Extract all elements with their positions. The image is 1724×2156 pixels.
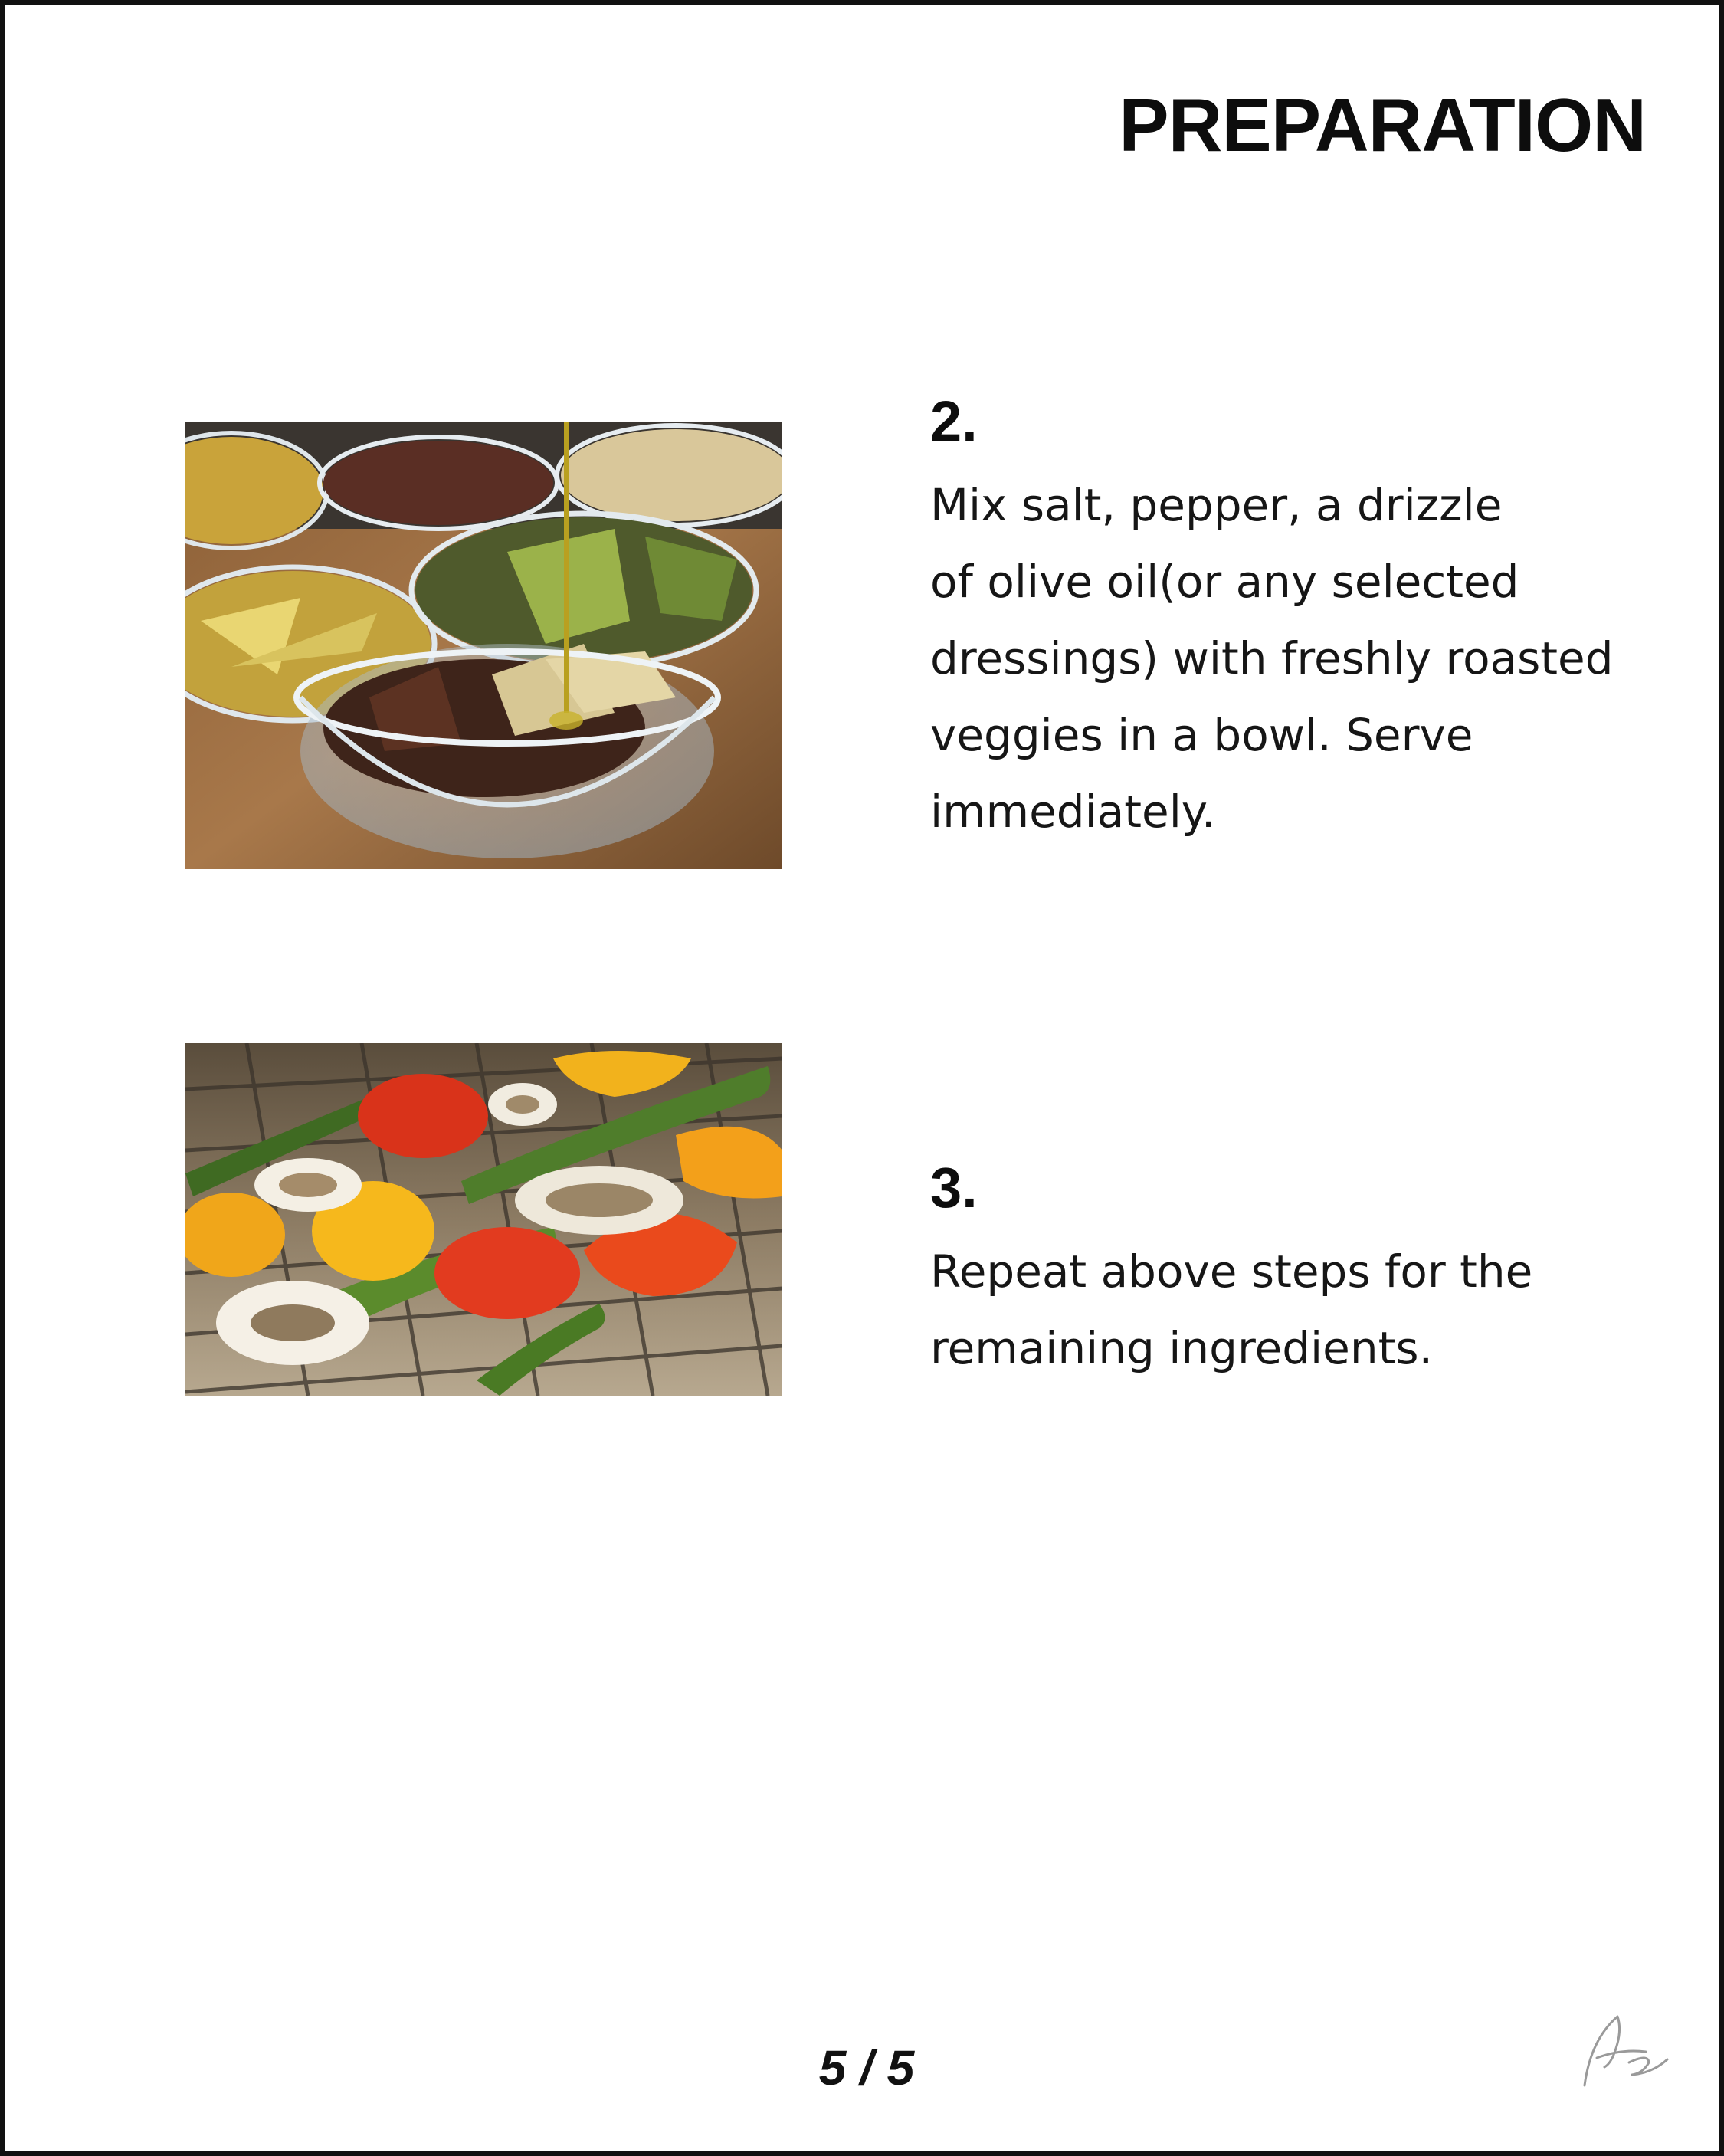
- step-number: 3.: [930, 1156, 978, 1219]
- step-instructions: Repeat above steps for the remaining ingredients.: [930, 1245, 1533, 1374]
- step-instructions: Mix salt, pepper, a drizzle of olive oil(or any selected dressings) with freshly roasted veggies in a bowl. Serve immediately.: [930, 478, 1614, 838]
- step-3: [930, 1154, 1666, 1386]
- step-2: [930, 388, 1666, 850]
- page-counter: 5 / 5: [818, 2040, 915, 2095]
- signature-logo-icon: [1575, 2009, 1675, 2093]
- step-2-photo: [185, 422, 782, 869]
- page-title: PREPARATION: [1119, 83, 1646, 167]
- step-number: 2.: [930, 389, 978, 453]
- step-3-photo: [185, 1043, 782, 1396]
